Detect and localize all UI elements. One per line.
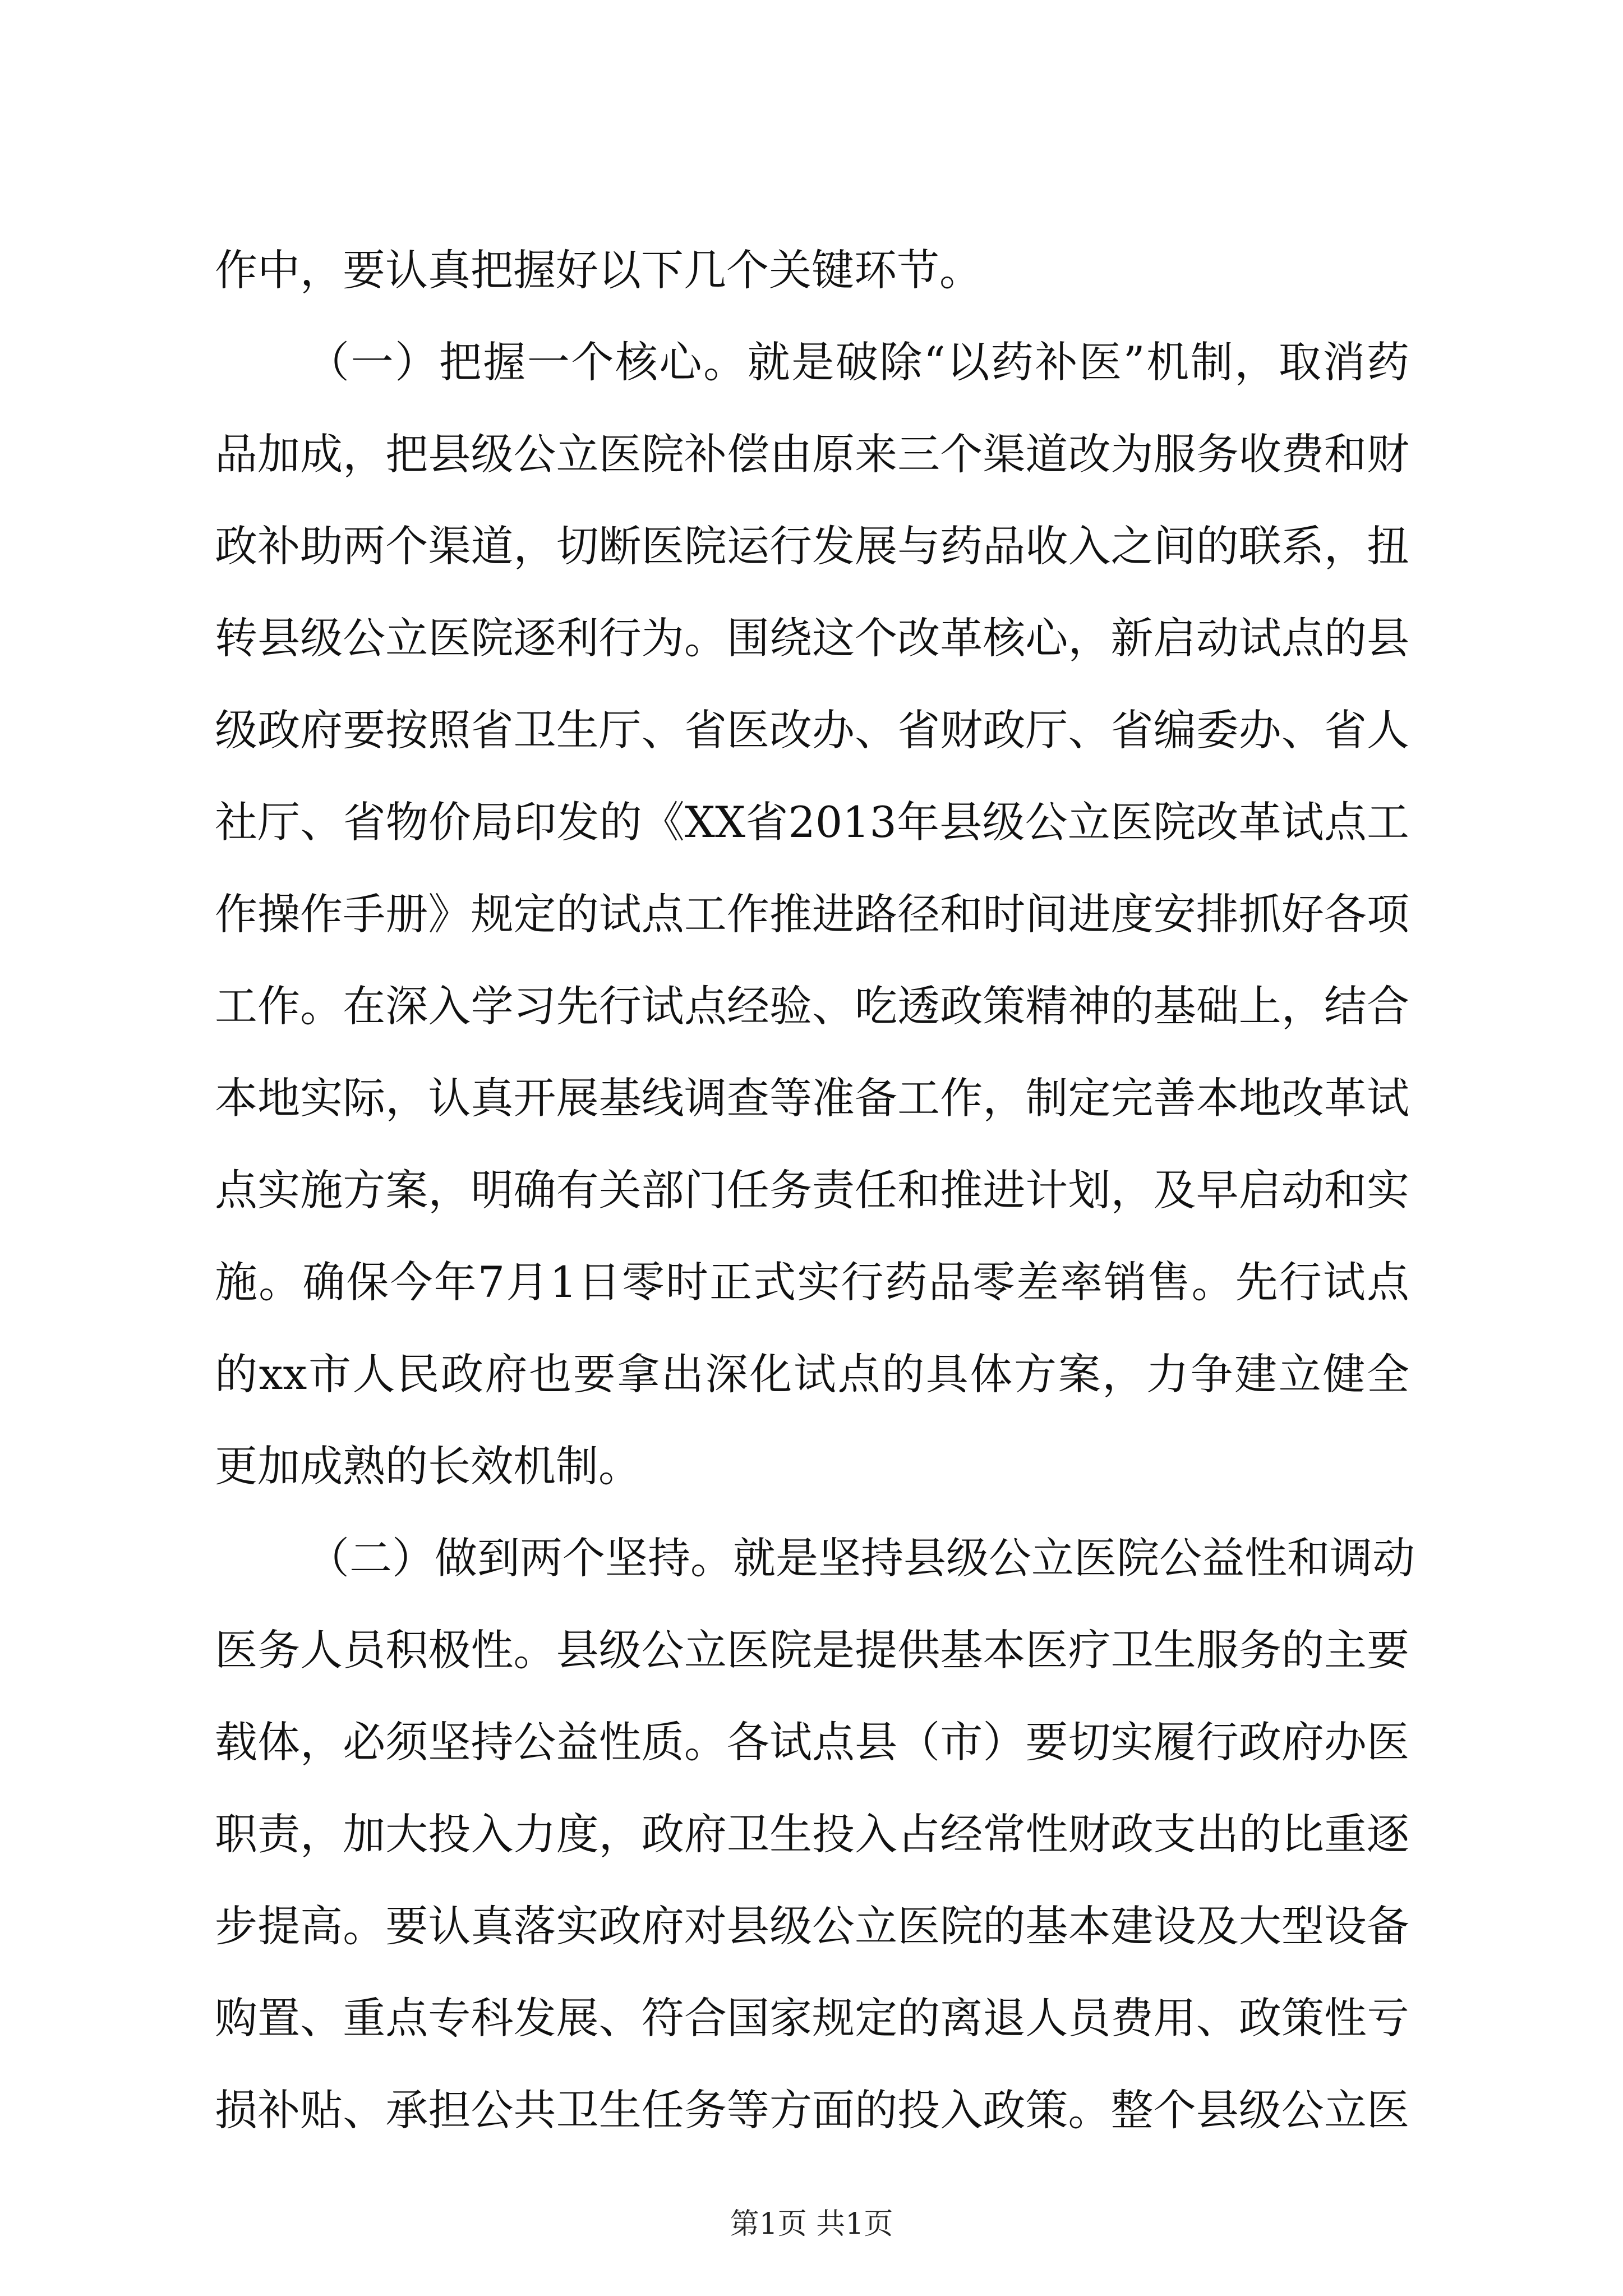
text-line-9: 工作。在深入学习先行试点经验、吃透政策精神的基础上，结合 [215,981,1409,1031]
text-line-20: 购置、重点专科发展、符合国家规定的离退人员费用、政策性亏 [215,1993,1409,2043]
text-line-6: 级政府要按照省卫生厅、省医改办、省财政厅、省编委办、省人 [215,705,1409,755]
text-line-8: 作操作手册》规定的试点工作推进路径和时间进度安排抓好各项 [215,889,1409,939]
text-line-16: 医务人员积极性。县级公立医院是提供基本医疗卫生服务的主要 [215,1625,1409,1675]
text-line-2: （一）把握一个核心。就是破除“以药补医”机制，取消药 [307,337,1409,387]
text-line-4: 政补助两个渠道，切断医院运行发展与药品收入之间的联系，扭 [215,521,1409,571]
text-line-14: 更加成熟的长效机制。 [215,1441,641,1491]
page-footer: 第1页 共1页 [730,2207,893,2241]
text-line-11: 点实施方案，明确有关部门任务责任和推进计划，及早启动和实 [215,1165,1409,1215]
text-line-13: 的xx市人民政府也要拿出深化试点的具体方案，力争建立健全 [215,1349,1409,1399]
text-line-7: 社厅、省物价局印发的《XX省2013年县级公立医院改革试点工 [215,797,1409,847]
text-line-12: 施。确保今年7月1日零时正式实行药品零差率销售。先行试点 [215,1257,1409,1307]
text-line-1: 作中，要认真把握好以下几个关键环节。 [215,245,982,295]
text-line-15: （二）做到两个坚持。就是坚持县级公立医院公益性和调动 [307,1533,1415,1583]
text-line-19: 步提高。要认真落实政府对县级公立医院的基本建设及大型设备 [215,1901,1409,1951]
text-line-21: 损补贴、承担公共卫生任务等方面的投入政策。整个县级公立医 [215,2085,1409,2135]
text-line-10: 本地实际，认真开展基线调查等准备工作，制定完善本地改革试 [215,1073,1409,1123]
text-line-18: 职责，加大投入力度，政府卫生投入占经常性财政支出的比重逐 [215,1809,1409,1859]
text-line-5: 转县级公立医院逐利行为。围绕这个改革核心，新启动试点的县 [215,613,1409,663]
text-line-17: 载体，必须坚持公益性质。各试点县（市）要切实履行政府办医 [215,1717,1409,1767]
text-line-3: 品加成，把县级公立医院补偿由原来三个渠道改为服务收费和财 [215,429,1409,479]
